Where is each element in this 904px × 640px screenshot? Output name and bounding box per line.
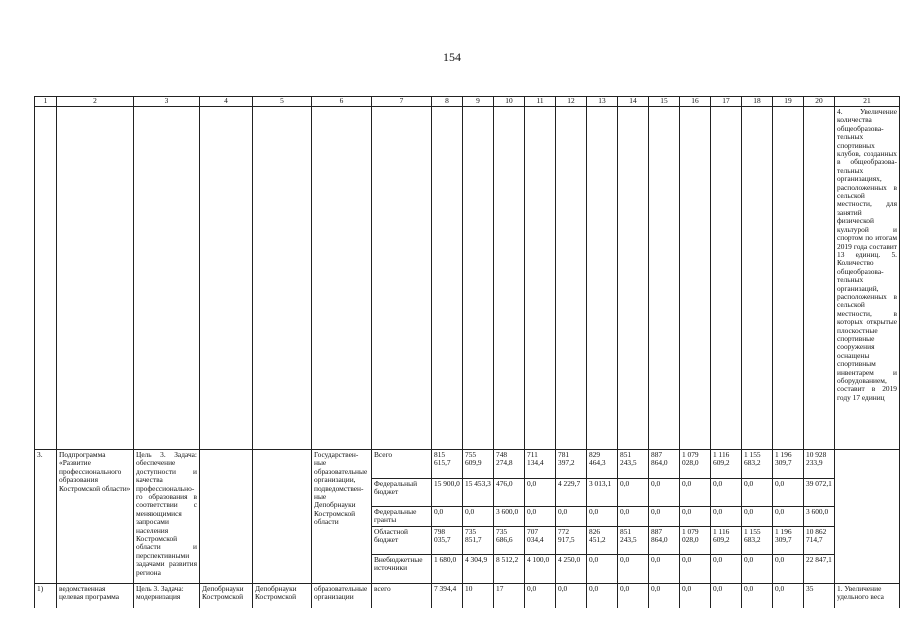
- value-cell: 0,0: [773, 479, 804, 507]
- funding-source: Областной бюджет: [372, 526, 432, 554]
- value-cell: 0,0: [587, 554, 618, 583]
- value-cell: 0,0: [680, 507, 711, 527]
- value-cell: 772 917,5: [556, 526, 587, 554]
- table-row: [35, 450, 900, 479]
- funding-source: Федеральные гранты: [372, 507, 432, 527]
- value-cell: 0,0: [742, 583, 773, 608]
- value-cell: 8 512,2: [494, 554, 525, 583]
- value-cell: 798 035,7: [432, 526, 463, 554]
- value-cell: 15 900,0: [432, 479, 463, 507]
- value-cell: 4 250,0: [556, 554, 587, 583]
- value-cell: 4 304,9: [463, 554, 494, 583]
- program-table: [34, 96, 900, 608]
- value-cell: 0,0: [680, 554, 711, 583]
- value-cell: 0,0: [680, 479, 711, 507]
- value-cell: 707 034,4: [525, 526, 556, 554]
- value-cell: 815 615,7: [432, 450, 463, 479]
- value-cell: 0,0: [711, 583, 742, 608]
- funding-source: Внебюджетные источники: [372, 554, 432, 583]
- col-number: 15: [649, 97, 680, 107]
- value-cell: 0,0: [432, 507, 463, 527]
- value-cell: 0,0: [556, 583, 587, 608]
- value-cell: 735 851,7: [463, 526, 494, 554]
- value-cell: 0,0: [742, 554, 773, 583]
- total-cell: 35: [804, 583, 835, 608]
- value-cell: 4 229,7: [556, 479, 587, 507]
- value-cell: 1 680,0: [432, 554, 463, 583]
- col-number: 16: [680, 97, 711, 107]
- value-cell: 0,0: [618, 507, 649, 527]
- continuation-row: [35, 107, 900, 450]
- col-number: 4: [200, 97, 253, 107]
- value-cell: 887 864,0: [649, 450, 680, 479]
- value-cell: 0,0: [773, 507, 804, 527]
- value-cell: 1 079 028,0: [680, 526, 711, 554]
- funding-source: всего: [372, 583, 432, 608]
- funding-source: Федеральный бюджет: [372, 479, 432, 507]
- value-cell: 711 134,4: [525, 450, 556, 479]
- value-cell: 10: [463, 583, 494, 608]
- executor-text: образовательные организации: [312, 583, 372, 608]
- value-cell: 0,0: [556, 507, 587, 527]
- funding-source: Всего: [372, 450, 432, 479]
- value-cell: 829 464,3: [587, 450, 618, 479]
- col-number: 8: [432, 97, 463, 107]
- goal-text: Цель 3. Задача: обеспечение доступности и качества профессионально-го образования в соответствии с меняющимися запросами населения Костромской области и перспективными задачами развития региона: [134, 450, 200, 584]
- value-cell: 0,0: [773, 583, 804, 608]
- value-cell: 476,0: [494, 479, 525, 507]
- col-number: 12: [556, 97, 587, 107]
- value-cell: 851 243,5: [618, 450, 649, 479]
- program-name: ведомственная целевая программа: [57, 583, 134, 608]
- value-cell: 0,0: [618, 554, 649, 583]
- value-cell: 0,0: [711, 479, 742, 507]
- value-cell: 1 155 683,2: [742, 450, 773, 479]
- value-cell: 3 600,0: [494, 507, 525, 527]
- col-number: 3: [134, 97, 200, 107]
- value-cell: 0,0: [680, 583, 711, 608]
- value-cell: 0,0: [711, 554, 742, 583]
- total-cell: 3 600,0: [804, 507, 835, 527]
- col-number: 19: [773, 97, 804, 107]
- value-cell: 748 274,8: [494, 450, 525, 479]
- value-cell: 781 397,2: [556, 450, 587, 479]
- total-cell: 22 847,1: [804, 554, 835, 583]
- col-number: 13: [587, 97, 618, 107]
- col-number: 7: [372, 97, 432, 107]
- total-cell: 39 072,1: [804, 479, 835, 507]
- value-cell: 0,0: [463, 507, 494, 527]
- value-cell: 0,0: [525, 479, 556, 507]
- col-number: 18: [742, 97, 773, 107]
- row-number: 1): [35, 583, 57, 608]
- coexecutor-text: Депобрнауки Костромской: [253, 583, 312, 608]
- col-number: 2: [57, 97, 134, 107]
- col-number: 11: [525, 97, 556, 107]
- value-cell: 0,0: [525, 507, 556, 527]
- row-number: 3.: [35, 450, 57, 584]
- value-cell: 0,0: [587, 583, 618, 608]
- value-cell: 4 100,0: [525, 554, 556, 583]
- col-number: 5: [253, 97, 312, 107]
- col-number: 17: [711, 97, 742, 107]
- value-cell: 826 451,2: [587, 526, 618, 554]
- executor-text: Государствен-ные образовательные организации, подведомствен-ные Депобрнауки Костромской области: [312, 450, 372, 584]
- value-cell: 7 394,4: [432, 583, 463, 608]
- value-cell: 0,0: [618, 583, 649, 608]
- value-cell: 3 013,1: [587, 479, 618, 507]
- value-cell: 1 196 309,7: [773, 450, 804, 479]
- coexecutor-text: Депобрнауки Костромской: [200, 583, 253, 608]
- value-cell: 1 155 683,2: [742, 526, 773, 554]
- col-number: 21: [835, 97, 900, 107]
- value-cell: 851 243,5: [618, 526, 649, 554]
- value-cell: 0,0: [773, 554, 804, 583]
- page-number: 154: [443, 50, 461, 64]
- value-cell: 1 116 609,2: [711, 450, 742, 479]
- value-cell: 17: [494, 583, 525, 608]
- value-cell: 1 116 609,2: [711, 526, 742, 554]
- value-cell: 15 453,3: [463, 479, 494, 507]
- value-cell: 0,0: [587, 507, 618, 527]
- value-cell: 735 686,6: [494, 526, 525, 554]
- total-cell: 10 862 714,7: [804, 526, 835, 554]
- indicator-text: 4. Увеличение количества общеобразова-тельных спортивных клубов, созданных в общеобразова-тельных организациях, расположенных в сельской местности, для занятий физической культурой и спортом по итогам 2019 года составит 13 единиц. 5. Количество общеобразова-тельных организаций, расположенных в сельской местности, в которых открытые плоскостные спортивные сооружения оснащены спортивным инвентарем и оборудованием, составит в 2019 году 17 единиц: [835, 107, 900, 450]
- col-number: 14: [618, 97, 649, 107]
- value-cell: 0,0: [742, 479, 773, 507]
- total-cell: 10 928 233,9: [804, 450, 835, 479]
- col-number: 1: [35, 97, 57, 107]
- value-cell: 755 609,9: [463, 450, 494, 479]
- value-cell: 0,0: [649, 554, 680, 583]
- col-number: 6: [312, 97, 372, 107]
- subprogram-name: Подпрограмма «Развитие профессионального образования Костромской области»: [57, 450, 134, 584]
- indicator-text: 1. Увеличение удельного веса: [835, 583, 900, 608]
- value-cell: 887 864,0: [649, 526, 680, 554]
- value-cell: 0,0: [525, 583, 556, 608]
- table-row: [35, 583, 900, 608]
- value-cell: 0,0: [711, 507, 742, 527]
- value-cell: 0,0: [649, 583, 680, 608]
- value-cell: 0,0: [742, 507, 773, 527]
- value-cell: 0,0: [618, 479, 649, 507]
- value-cell: 1 196 309,7: [773, 526, 804, 554]
- goal-text: Цель 3. Задача: модернизация: [134, 583, 200, 608]
- value-cell: 1 079 028,0: [680, 450, 711, 479]
- col-number: 10: [494, 97, 525, 107]
- column-number-row: [35, 97, 900, 107]
- value-cell: 0,0: [649, 507, 680, 527]
- value-cell: 0,0: [649, 479, 680, 507]
- col-number: 9: [463, 97, 494, 107]
- col-number: 20: [804, 97, 835, 107]
